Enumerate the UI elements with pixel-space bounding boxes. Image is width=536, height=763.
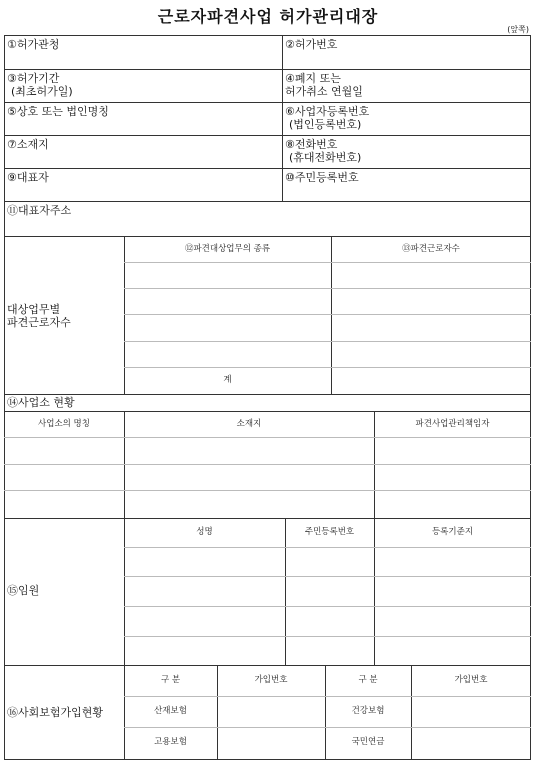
workers-label: 대상업무별: [7, 303, 61, 316]
col-officer-rrn: 주민등록번호: [304, 527, 355, 537]
divider: [124, 288, 531, 289]
divider: [4, 665, 531, 666]
col-insurance-category: 구 분: [160, 675, 181, 685]
divider: [124, 518, 125, 665]
health-insurance: 건강보험: [351, 706, 385, 716]
officers-label: ⑮임원: [7, 584, 40, 597]
divider: [4, 69, 531, 70]
divider: [4, 490, 531, 491]
field-representative-address: ⑪대표자주소: [7, 204, 72, 217]
divider: [4, 236, 531, 237]
divider: [124, 262, 531, 263]
divider: [4, 201, 531, 202]
col-insurance-category-2: 구 분: [358, 675, 378, 685]
col-officer-address: 등록기준지: [431, 527, 474, 537]
divider: [124, 696, 531, 697]
divider: [4, 168, 531, 169]
divider: [124, 727, 531, 728]
divider: [124, 341, 531, 342]
field-corporate-reg-number: (법인등록번호): [289, 118, 362, 131]
field-mobile: (휴대전화번호): [289, 151, 362, 164]
divider: [124, 367, 531, 368]
field-permit-period: ③허가기간: [7, 72, 60, 85]
col-dispatch-worker-count: ⑬파견근로자수: [402, 244, 460, 254]
field-phone: ⑧전화번호: [285, 138, 338, 151]
divider: [124, 547, 531, 548]
divider: [4, 394, 531, 395]
divider: [4, 437, 531, 438]
field-company-name: ⑤상호 또는 법인명칭: [7, 105, 109, 118]
register-form: [4, 35, 531, 760]
field-location: ⑦소재지: [7, 138, 49, 151]
divider: [4, 411, 531, 412]
field-cancel-date: 허가취소 연월일: [285, 85, 363, 98]
divider: [282, 35, 283, 201]
divider: [124, 606, 531, 607]
industrial-accident-insurance: 산재보험: [154, 706, 187, 716]
col-dispatch-business-type: ⑫파견대상업무의 종류: [184, 244, 271, 254]
offices-title: ⑭사업소 현황: [7, 396, 75, 409]
divider: [4, 518, 531, 519]
field-permit-number: ②허가번호: [285, 38, 338, 51]
page-side-note: (앞쪽): [507, 25, 529, 34]
divider: [124, 636, 531, 637]
col-office-location: 소재지: [236, 419, 262, 429]
workers-label-2: 파견근로자수: [7, 316, 71, 329]
col-office-manager: 파견사업관리책임자: [415, 419, 490, 429]
divider: [285, 518, 286, 665]
divider: [4, 464, 531, 465]
divider: [4, 102, 531, 103]
insurance-label: ⑯사회보험가입현황: [7, 706, 104, 719]
divider: [331, 236, 332, 394]
col-insurance-number-2: 가입번호: [454, 675, 488, 685]
field-first-permit-date: (최초허가일): [11, 85, 73, 98]
field-business-reg-number: ⑥사업자등록번호: [285, 105, 370, 118]
total-label: 계: [223, 375, 232, 385]
field-abolition: ④폐지 또는: [285, 72, 341, 85]
field-representative: ⑨대표자: [7, 171, 49, 184]
divider: [124, 576, 531, 577]
col-insurance-number: 가입번호: [254, 675, 288, 685]
col-office-name: 사업소의 명칭: [38, 419, 90, 429]
page-title: 근로자파견사업 허가관리대장: [157, 7, 379, 26]
divider: [124, 236, 125, 394]
employment-insurance: 고용보험: [154, 737, 187, 747]
divider: [374, 518, 375, 665]
field-resident-number: ⑩주민등록번호: [285, 171, 359, 184]
col-officer-name: 성명: [196, 527, 213, 537]
divider: [4, 135, 531, 136]
national-pension: 국민연금: [351, 737, 385, 747]
divider: [124, 314, 531, 315]
field-permit-authority: ①허가관청: [7, 38, 60, 51]
